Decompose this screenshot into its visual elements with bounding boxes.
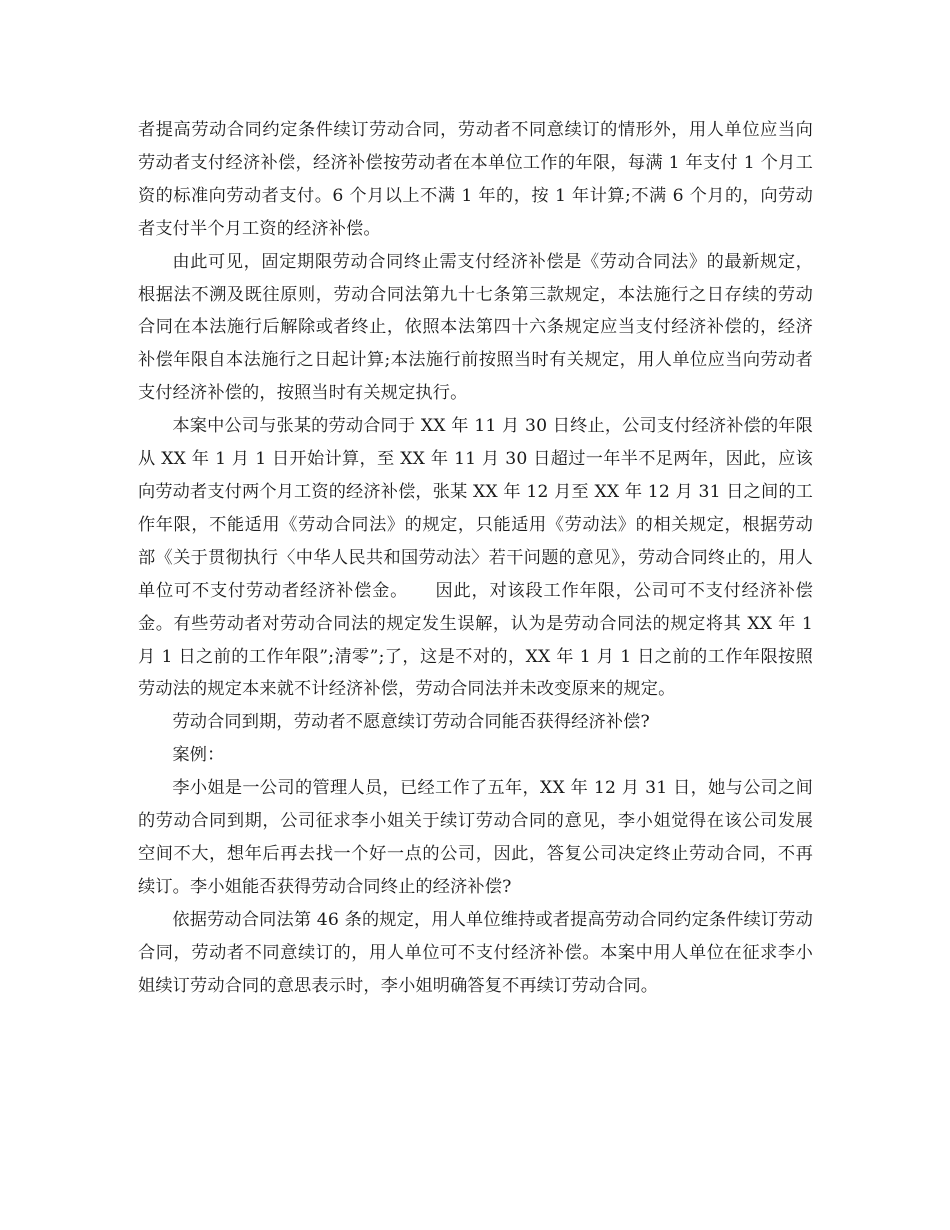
document-body — [138, 114, 819, 1002]
paragraph-question: 劳动合同到期，劳动者不愿意续订劳动合同能否获得经济补偿? — [172, 712, 650, 733]
paragraph-case-analysis: 本案中公司与张某的劳动合同于 XX 年 11 月 30 日终止，公司支付经济补偿的年限从 XX 年 1 月 1 日开始计算，至 XX 年 11 月 30 日超过一年半不足两年，因此，应该向劳动者支付两个月工资的经济补偿，张某 XX 年 12 月至 XX 年 12 月 31 日之间的工作年限，不能适用《劳动合同法》的规定，只能适用《劳动法》的相关规定，根据劳动部《关于贯彻执行〈中华人民共和国劳动法〉若干问题的意见》，劳动合同终止的，用人单位可不支付劳动者经济补偿金。 因此，对该段工作年限，公司可不支付经济补偿金。有些劳动者对劳动合同法的规定发生误解，认为是劳动合同法的规定将其 XX 年 1 月 1 日之前的工作年限”;清零”;了，这是不对的，XX 年 1 月 1 日之前的工作年限按照劳动法的规定本来就不计经济补偿，劳动合同法并未改变原来的规定。 — [138, 416, 819, 700]
paragraph-case-description: 李小姐是一公司的管理人员，已经工作了五年，XX 年 12 月 31 日，她与公司之间的劳动合同到期，公司征求李小姐关于续订劳动合同的意见，李小姐觉得在该公司发展空间不大，想年后再去找一个好一点的公司，因此，答复公司决定终止劳动合同，不再续订。李小姐能否获得劳动合同终止的经济补偿? — [138, 778, 813, 897]
paragraph-legal-basis: 依据劳动合同法第 46 条的规定，用人单位维持或者提高劳动合同约定条件续订劳动合同，劳动者不同意续订的，用人单位可不支付经济补偿。本案中用人单位在征求李小姐续订劳动合同的意思表示时，李小姐明确答复不再续订劳动合同。 — [138, 909, 813, 996]
paragraph-continuation: 者提高劳动合同约定条件续订劳动合同，劳动者不同意续订的情形外，用人单位应当向劳动者支付经济补偿，经济补偿按劳动者在本单位工作的年限，每满 1 年支付 1 个月工资的标准向劳动者支付。6 个月以上不满 1 年的，按 1 年计算;不满 6 个月的，向劳动者支付半个月工资的经济补偿。 — [138, 120, 813, 239]
paragraph-case-label: 案例： — [172, 745, 225, 766]
paragraph-conclusion: 由此可见，固定期限劳动合同终止需支付经济补偿是《劳动合同法》的最新规定，根据法不溯及既往原则，劳动合同法第九十七条第三款规定，本法施行之日存续的劳动合同在本法施行后解除或者终止，依照本法第四十六条规定应当支付经济补偿的，经济补偿年限自本法施行之日起计算;本法施行前按照当时有关规定，用人单位应当向劳动者支付经济补偿的，按照当时有关规定执行。 — [138, 251, 813, 404]
